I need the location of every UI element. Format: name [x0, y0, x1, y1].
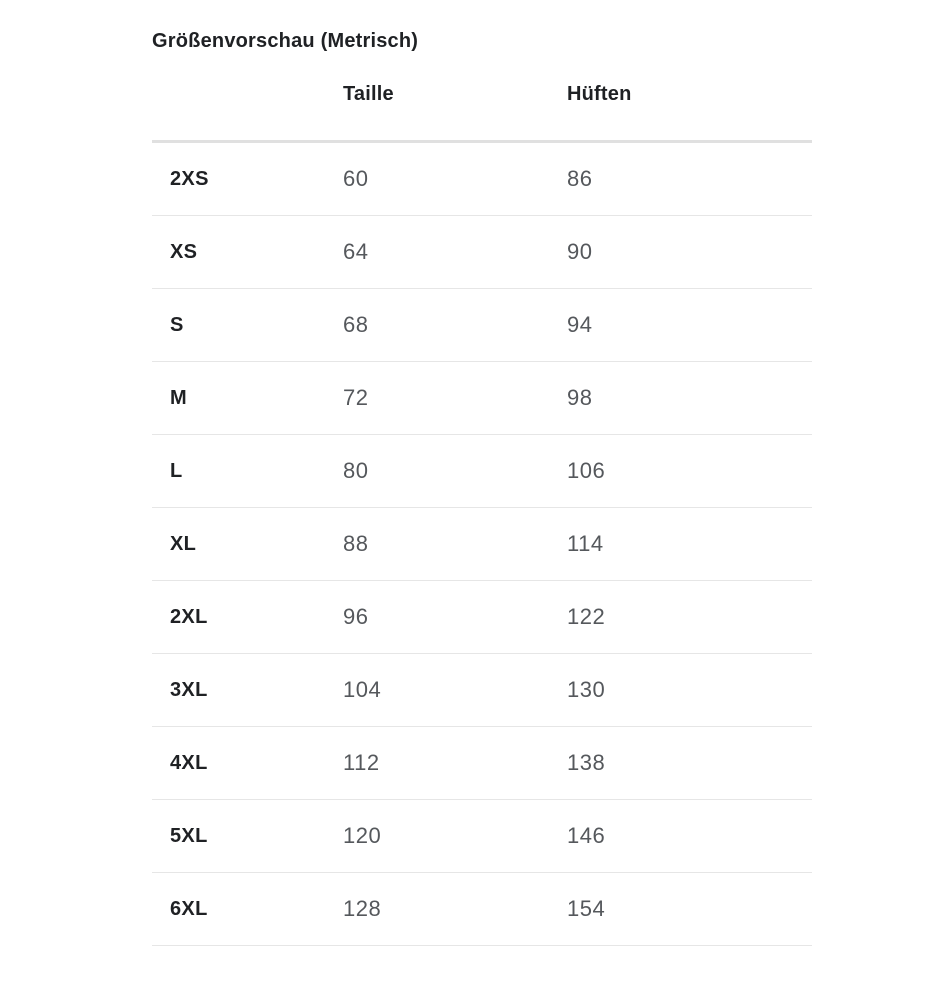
size-label-cell: 6XL	[170, 897, 208, 920]
taille-value-cell: 64	[343, 239, 369, 264]
taille-value-cell: 104	[343, 677, 382, 702]
hueften-value-cell: 122	[567, 604, 606, 629]
size-label-cell: S	[170, 313, 184, 336]
size-table-header-row	[152, 52, 812, 143]
table-row	[152, 873, 812, 946]
taille-value-cell: 80	[343, 458, 369, 483]
hueften-value-cell: 146	[567, 823, 606, 848]
hueften-column-header: Hüften	[567, 83, 632, 105]
table-row	[152, 581, 812, 654]
hueften-value-cell: 86	[567, 166, 593, 191]
size-chart-title: Größenvorschau (Metrisch)	[152, 30, 419, 52]
table-row	[152, 362, 812, 435]
size-chart-panel	[152, 30, 812, 946]
table-row	[152, 508, 812, 581]
taille-column-header: Taille	[343, 83, 394, 105]
table-row	[152, 435, 812, 508]
table-row	[152, 289, 812, 362]
size-label-cell: XL	[170, 532, 197, 555]
size-label-cell: L	[170, 459, 183, 482]
size-label-cell: 4XL	[170, 751, 208, 774]
size-label-cell: 3XL	[170, 678, 208, 701]
size-table	[152, 52, 812, 946]
hueften-value-cell: 138	[567, 750, 606, 775]
hueften-value-cell: 98	[567, 385, 593, 410]
taille-value-cell: 96	[343, 604, 369, 629]
size-label-cell: 5XL	[170, 824, 208, 847]
table-row	[152, 216, 812, 289]
taille-value-cell: 112	[343, 750, 380, 775]
taille-value-cell: 120	[343, 823, 382, 848]
taille-value-cell: 68	[343, 312, 369, 337]
table-row	[152, 800, 812, 873]
hueften-value-cell: 94	[567, 312, 593, 337]
size-label-cell: M	[170, 386, 187, 409]
hueften-value-cell: 114	[567, 531, 604, 556]
size-label-cell: 2XS	[170, 167, 209, 190]
hueften-value-cell: 106	[567, 458, 606, 483]
taille-value-cell: 128	[343, 896, 382, 921]
table-row	[152, 654, 812, 727]
size-label-cell: XS	[170, 240, 198, 263]
taille-value-cell: 88	[343, 531, 369, 556]
table-row	[152, 143, 812, 216]
taille-value-cell: 60	[343, 166, 369, 191]
hueften-value-cell: 90	[567, 239, 593, 264]
hueften-value-cell: 154	[567, 896, 606, 921]
taille-value-cell: 72	[343, 385, 369, 410]
hueften-value-cell: 130	[567, 677, 606, 702]
size-label-cell: 2XL	[170, 605, 208, 628]
table-row	[152, 727, 812, 800]
